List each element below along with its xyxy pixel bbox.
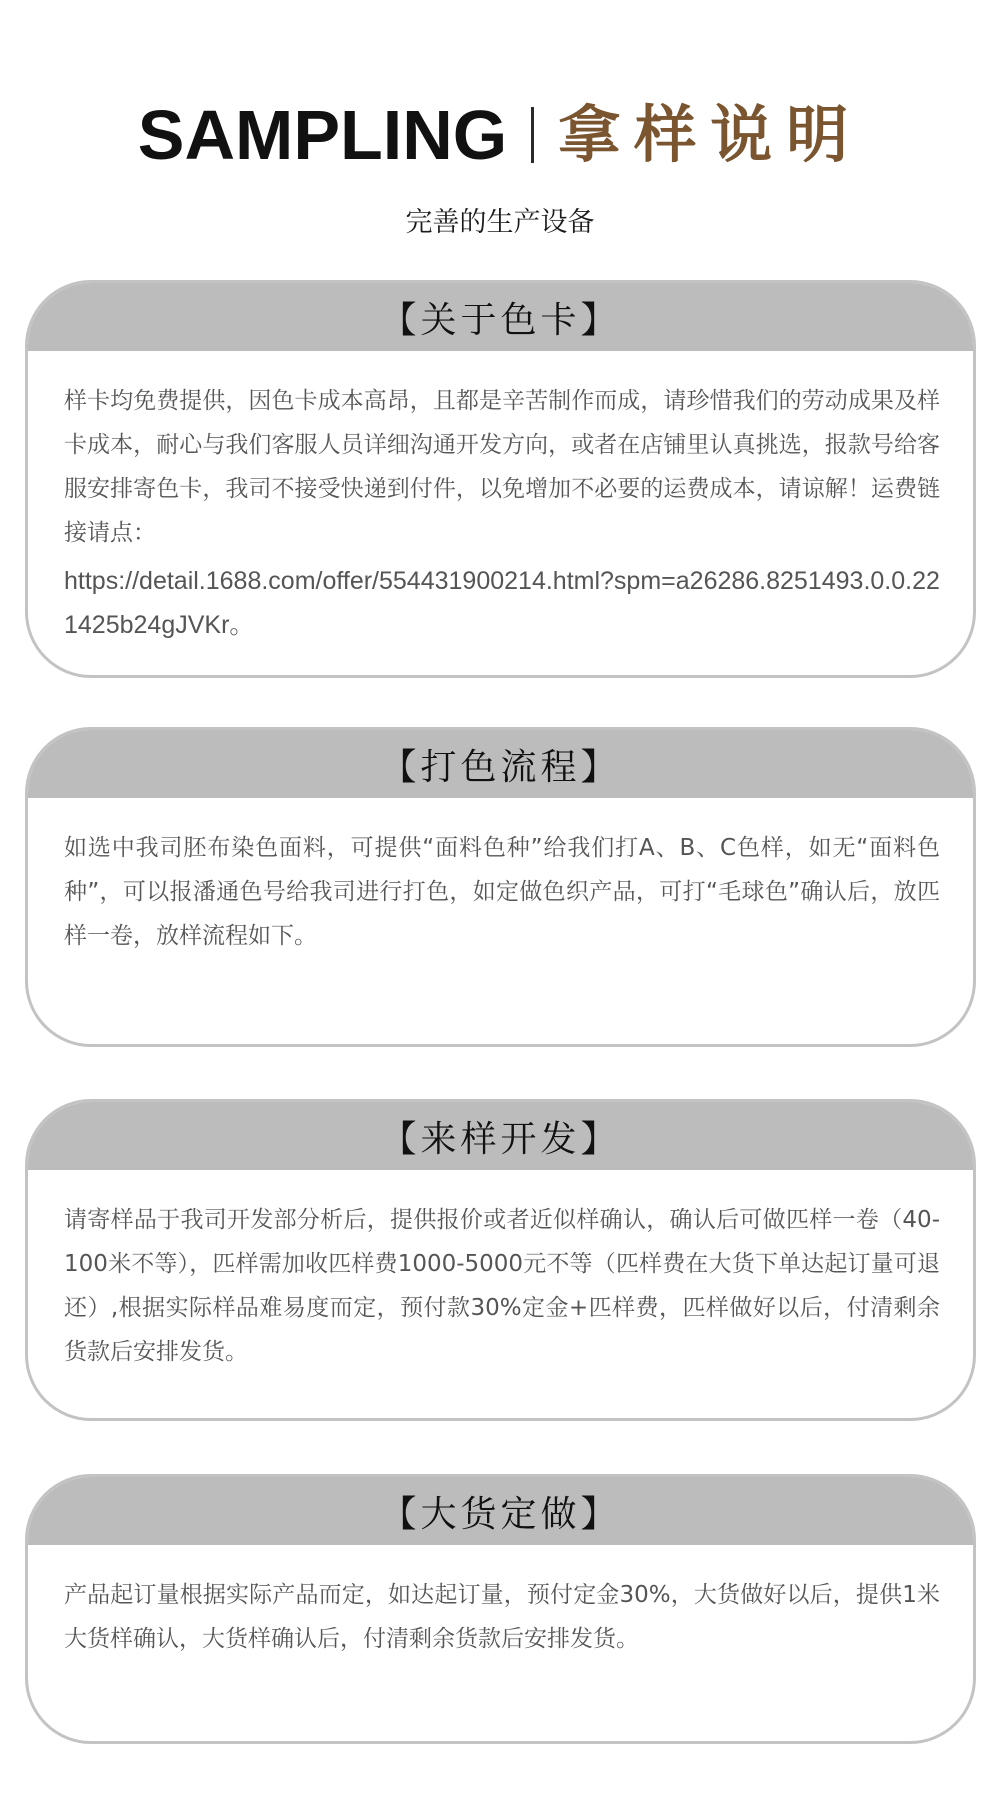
section-body [28,1170,973,1394]
section-sample-development [25,1099,976,1421]
section-body [28,1545,973,1681]
section-body [28,351,973,667]
section-heading: 【打色流程】 [28,730,973,798]
shipping-fee-link[interactable]: https://detail.1688.com/offer/554431900214.html?spm=a26286.8251493.0.0.221425b24gJVKr。 [64,567,940,639]
title-chinese: 拿样说明 [558,98,863,171]
section-color-process [25,727,976,1047]
section-text: 如选中我司胚布染色面料，可提供“面料色种”给我们打A、B、C色样，如无“面料色种”，可以报潘通色号给我司进行打色，如定做色织产品，可打“毛球色”确认后，放匹样一卷，放样流程如下。 [64,835,940,949]
title-english: SAMPLING [137,96,508,174]
title-row [0,96,1000,174]
section-heading: 【关于色卡】 [28,283,973,351]
section-text: 产品起订量根据实际产品而定，如达起订量，预付定金30%，大货做好以后，提供1米大货样确认，大货样确认后，付清剩余货款后安排发货。 [64,1582,940,1652]
section-bulk-order [25,1474,976,1744]
section-heading: 【大货定做】 [28,1477,973,1545]
section-heading: 【来样开发】 [28,1102,973,1170]
section-body [28,798,973,978]
section-text: 样卡均免费提供，因色卡成本高昂，且都是辛苦制作而成，请珍惜我们的劳动成果及样卡成本，耐心与我们客服人员详细沟通开发方向，或者在店铺里认真挑选，报款号给客服安排寄色卡，我司不接受快递到付件，以免增加不必要的运费成本，请谅解！运费链接请点： [64,388,940,546]
page-header [0,96,1000,239]
title-divider [531,107,534,163]
section-text: 请寄样品于我司开发部分析后，提供报价或者近似样确认，确认后可做匹样一卷（40-100米不等），匹样需加收匹样费1000-5000元不等（匹样费在大货下单达起订量可退还）,根据实际样品难易度而定，预付款30%定金+匹样费，匹样做好以后，付清剩余货款后安排发货。 [64,1207,940,1365]
page-subtitle: 完善的生产设备 [405,207,595,238]
section-color-card [25,280,976,678]
